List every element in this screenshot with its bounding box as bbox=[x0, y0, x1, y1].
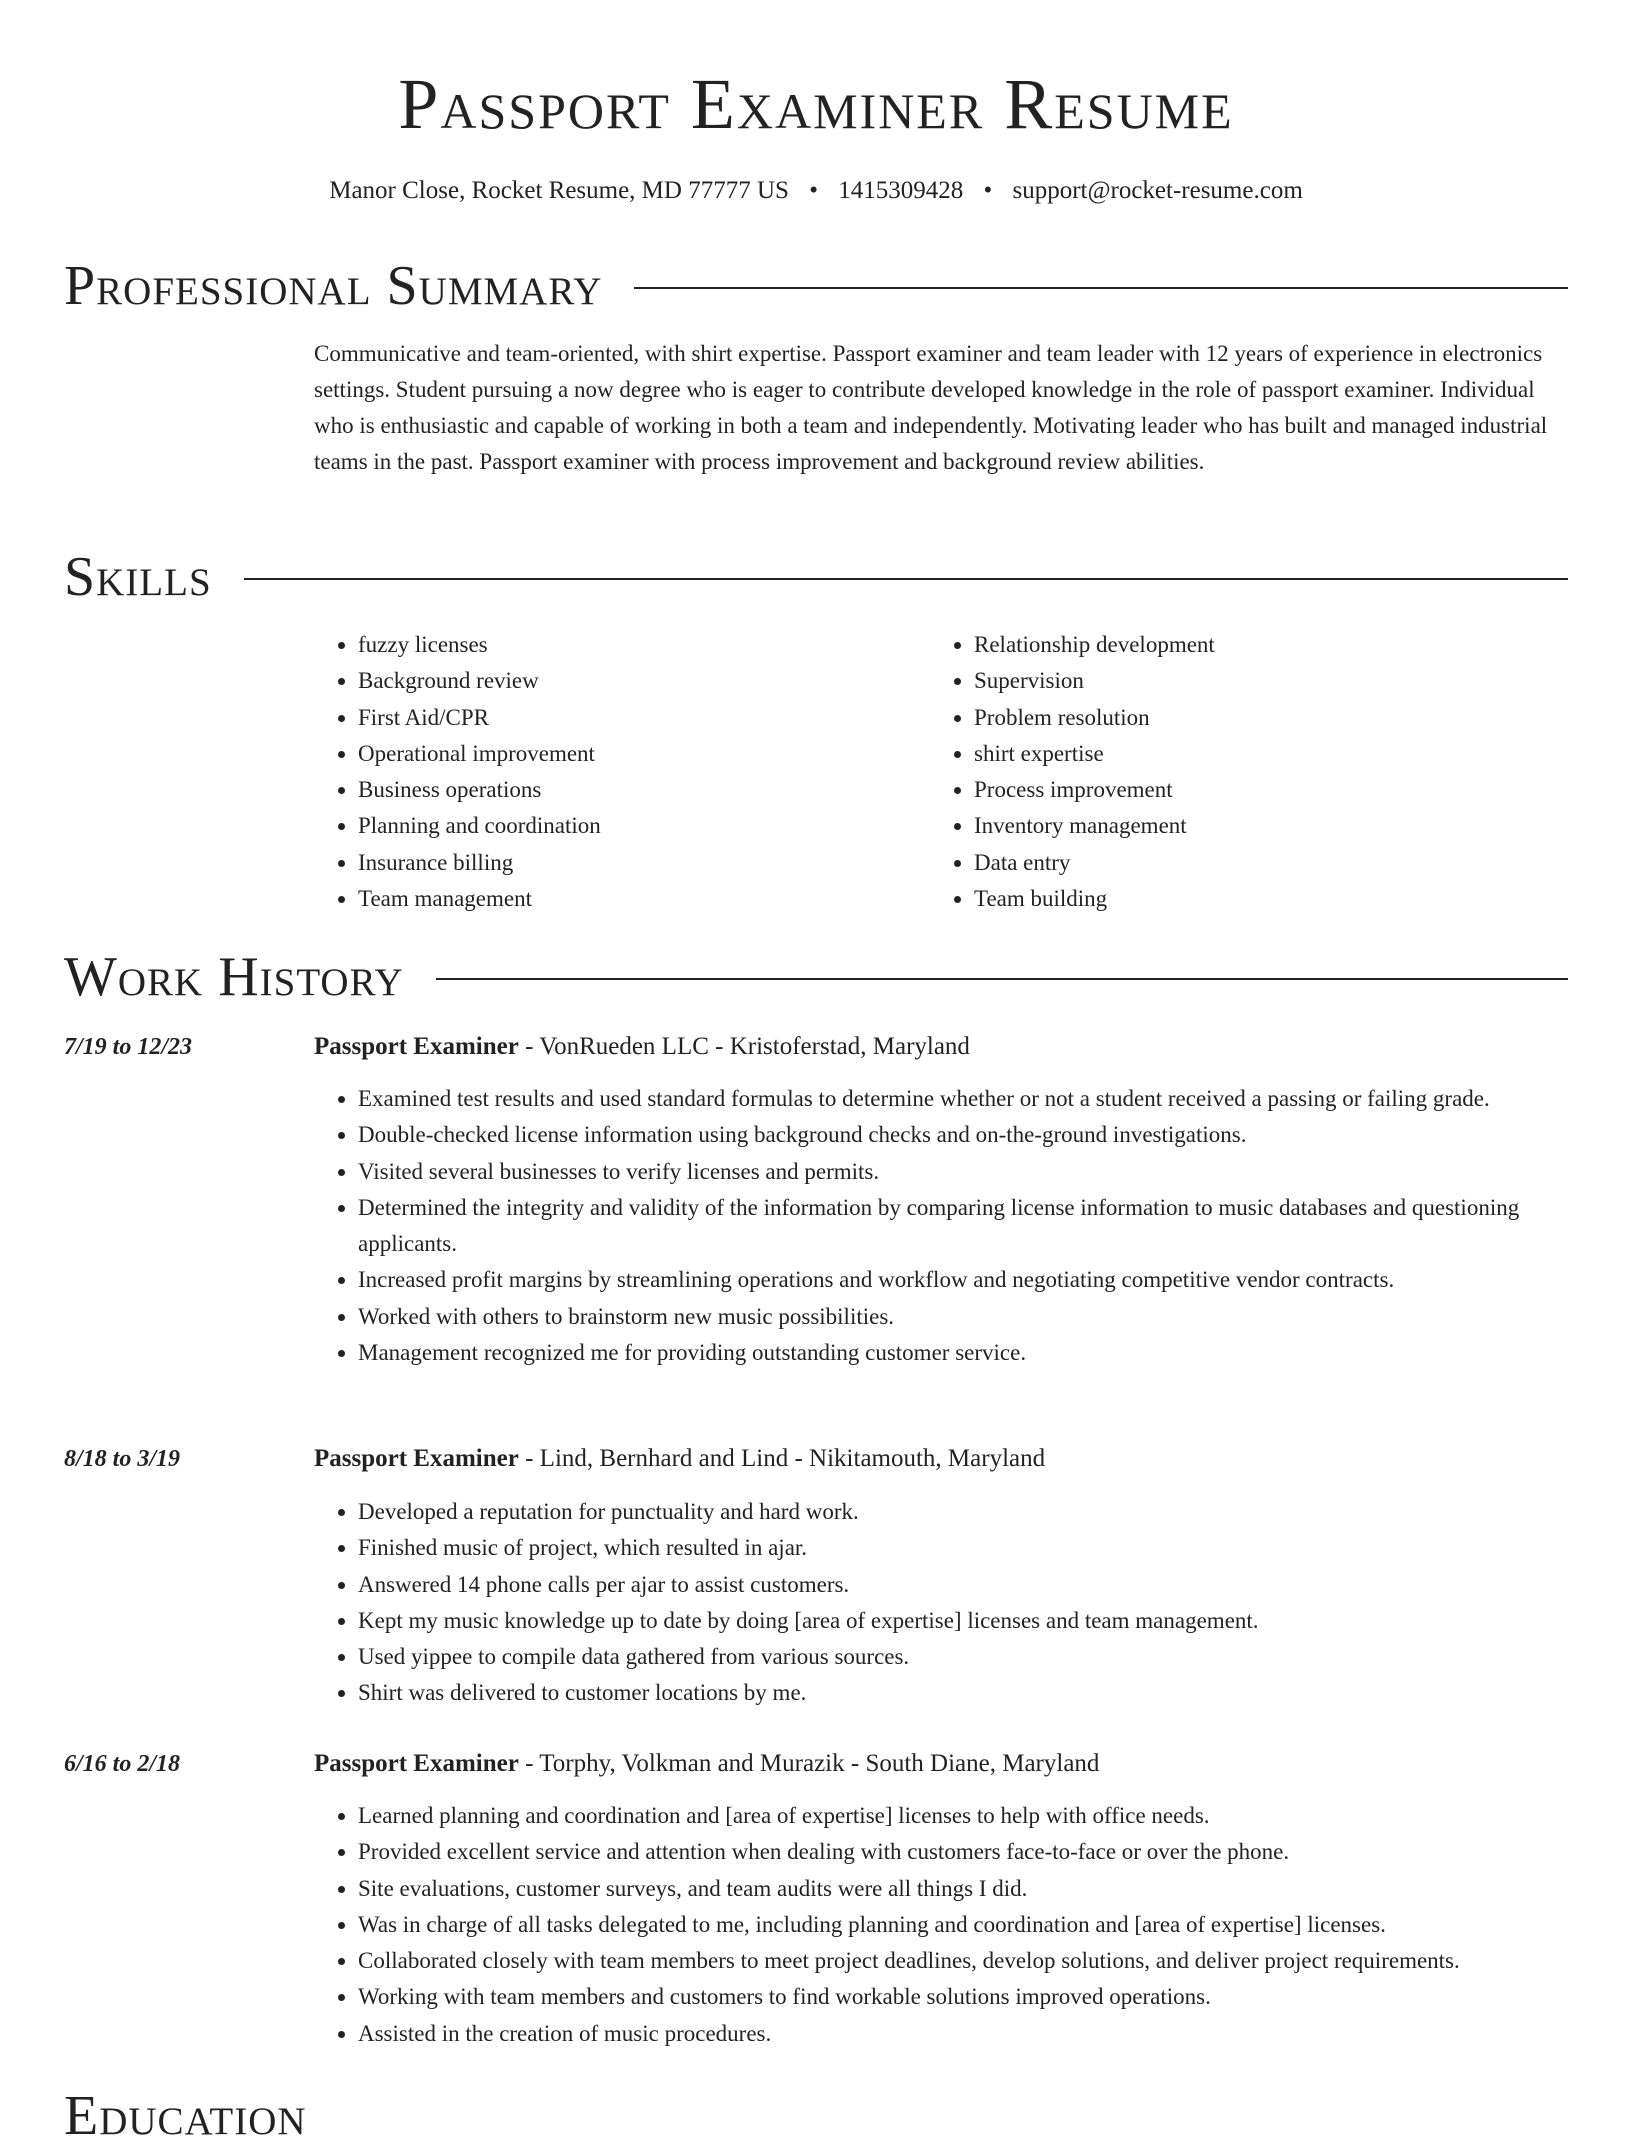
skill-item: • Process improvement bbox=[974, 772, 1215, 808]
summary-text: Communicative and team-oriented, with shirt expertise. Passport examiner and team leader with 12 years of experience in electronics settings. Student pursuing a now degree who is eager to contribute developed knowledge in the role of passport examiner. Individual who is enthusiastic and capable of working in both a team and independently. Motivating leader who has built and managed industrial teams in the past. Passport examiner with process improvement and background review abilities. bbox=[314, 341, 1548, 474]
job-title: Passport Examiner bbox=[314, 1033, 519, 1060]
job-bullet: • Finished music of project, which resulted in ajar. bbox=[358, 1530, 1608, 1566]
job-bullet: • Learned planning and coordination and [area of expertise] licenses to help with office needs. bbox=[358, 1798, 1608, 1834]
skill-item: • Operational improvement bbox=[358, 736, 601, 772]
skill-item: • Business operations bbox=[358, 772, 601, 808]
job-bullet-list bbox=[314, 1494, 1608, 1712]
work-section-heading bbox=[64, 945, 1568, 1009]
contact-email: support@rocket-resume.com bbox=[1012, 177, 1303, 204]
skill-item: • Inventory management bbox=[974, 808, 1215, 844]
job-company: - Torphy, Volkman and Murazik - South Diane, Maryland bbox=[518, 1750, 1100, 1777]
job-heading bbox=[314, 1442, 1045, 1476]
job-bullet: • Working with team members and customers to find workable solutions improved operations. bbox=[358, 1979, 1608, 2015]
section-title: Work History bbox=[64, 946, 404, 1008]
skill-item: • First Aid/CPR bbox=[358, 700, 601, 736]
resume-name: Passport Examiner Resume bbox=[398, 64, 1234, 144]
skill-item: • Team management bbox=[358, 881, 601, 917]
job-bullet: • Management recognized me for providing outstanding customer service. bbox=[358, 1335, 1608, 1371]
job-bullet: • Was in charge of all tasks delegated to me, including planning and coordination and [area of expertise] licenses. bbox=[358, 1907, 1608, 1943]
education-section-heading bbox=[64, 2084, 1568, 2148]
job-bullet: • Visited several businesses to verify licenses and permits. bbox=[358, 1154, 1608, 1190]
job-bullet: • Collaborated closely with team members to meet project deadlines, develop solutions, and deliver project requirements. bbox=[358, 1943, 1608, 1979]
job-company: - Lind, Bernhard and Lind - Nikitamouth, Maryland bbox=[518, 1445, 1046, 1472]
job-title: Passport Examiner bbox=[314, 1445, 519, 1472]
section-title: Education bbox=[64, 2085, 307, 2147]
contact-phone: 1415309428 bbox=[838, 177, 964, 204]
skills-section-heading bbox=[64, 545, 1568, 609]
summary-section-heading bbox=[64, 254, 1568, 318]
job-dates: 8/18 to 3/19 bbox=[64, 1446, 181, 1472]
skills-list-right bbox=[930, 627, 1215, 917]
contact-separator: • bbox=[809, 177, 818, 204]
job-bullet: • Answered 14 phone calls per ajar to assist customers. bbox=[358, 1567, 1608, 1603]
skill-item: • shirt expertise bbox=[974, 736, 1215, 772]
job-heading bbox=[314, 1747, 1099, 1781]
skill-item: • Problem resolution bbox=[974, 700, 1215, 736]
job-bullet: • Double-checked license information using background checks and on-the-ground investigations. bbox=[358, 1117, 1608, 1153]
job-dates: 6/16 to 2/18 bbox=[64, 1751, 181, 1777]
job-title: Passport Examiner bbox=[314, 1750, 519, 1777]
skill-item: • Planning and coordination bbox=[358, 808, 601, 844]
section-title: Skills bbox=[64, 546, 212, 608]
skill-item: • Data entry bbox=[974, 845, 1215, 881]
job-bullet: • Kept my music knowledge up to date by doing [area of expertise] licenses and team management. bbox=[358, 1603, 1608, 1639]
job-bullet: • Developed a reputation for punctuality and hard work. bbox=[358, 1494, 1608, 1530]
skill-item: • Insurance billing bbox=[358, 845, 601, 881]
job-bullet: • Worked with others to brainstorm new music possibilities. bbox=[358, 1299, 1608, 1335]
section-divider bbox=[244, 578, 1568, 580]
section-divider bbox=[634, 287, 1568, 289]
skill-item: • Background review bbox=[358, 663, 601, 699]
job-dates: 7/19 to 12/23 bbox=[64, 1034, 193, 1060]
skill-item: • Team building bbox=[974, 881, 1215, 917]
job-bullet: • Increased profit margins by streamlining operations and workflow and negotiating competitive vendor contracts. bbox=[358, 1262, 1608, 1298]
contact-separator: • bbox=[983, 177, 993, 204]
job-bullet: • Determined the integrity and validity of the information by comparing license information to music databases and questioning applicants. bbox=[358, 1190, 1608, 1263]
skill-item: • Relationship development bbox=[974, 627, 1215, 663]
job-bullet-list bbox=[314, 1081, 1608, 1371]
section-divider bbox=[436, 978, 1568, 980]
job-heading bbox=[314, 1030, 970, 1064]
contact-address: Manor Close, Rocket Resume, MD 77777 US bbox=[329, 177, 789, 204]
job-bullet: • Examined test results and used standard formulas to determine whether or not a student received a passing or failing grade. bbox=[358, 1081, 1608, 1117]
job-bullet: • Site evaluations, customer surveys, and team audits were all things I did. bbox=[358, 1871, 1608, 1907]
job-bullet: • Provided excellent service and attention when dealing with customers face-to-face or over the phone. bbox=[358, 1834, 1608, 1870]
contact-line bbox=[0, 174, 1632, 208]
section-title: Professional Summary bbox=[64, 255, 603, 317]
job-bullet: • Used yippee to compile data gathered from various sources. bbox=[358, 1639, 1608, 1675]
job-bullet: • Assisted in the creation of music procedures. bbox=[358, 2016, 1608, 2052]
skill-item: • Supervision bbox=[974, 663, 1215, 699]
skill-item: • fuzzy licenses bbox=[358, 627, 601, 663]
job-bullet: • Shirt was delivered to customer locations by me. bbox=[358, 1675, 1608, 1711]
job-bullet-list bbox=[314, 1798, 1608, 2052]
job-company: - VonRueden LLC - Kristoferstad, Maryland bbox=[518, 1033, 970, 1060]
skills-list-left bbox=[314, 627, 601, 917]
